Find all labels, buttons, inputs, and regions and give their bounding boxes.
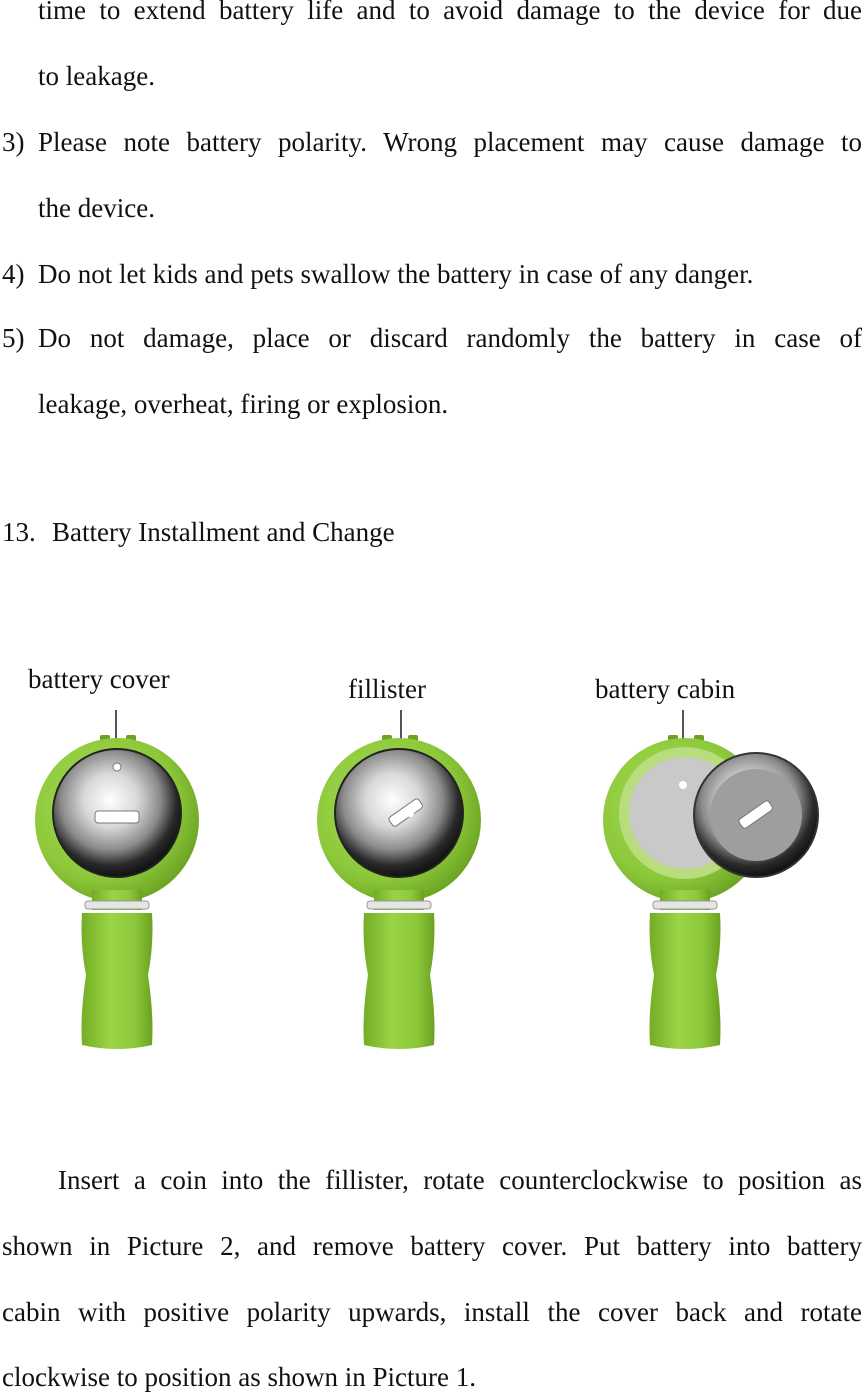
device-closed-icon [30, 705, 205, 1055]
paragraph-line-4: clockwise to position as shown in Picture 1. [2, 1362, 476, 1392]
paragraph-line-1: Insert a coin into the fillister, rotate counterclockwise to position as [58, 1165, 862, 1195]
label-fillister: fillister [348, 674, 426, 704]
list-item-5-line-1: Do not damage, place or discard randomly the battery in case of [38, 323, 862, 353]
device-rotated-icon [312, 705, 487, 1055]
label-battery-cover: battery cover [28, 664, 170, 694]
list-item-2-line-2: to leakage. [38, 61, 155, 91]
paragraph-line-2: shown in Picture 2, and remove battery cover. Put battery into battery [2, 1231, 862, 1261]
device-open-icon [598, 705, 828, 1055]
list-item-4-line-1: Do not let kids and pets swallow the battery in case of any danger. [38, 259, 754, 289]
list-item-2-line-1: time to extend battery life and to avoid damage to the device for due [38, 0, 862, 25]
label-battery-cabin: battery cabin [595, 674, 736, 704]
list-item-5-line-2: leakage, overheat, firing or explosion. [38, 389, 449, 419]
paragraph-line-3: cabin with positive polarity upwards, install the cover back and rotate [2, 1297, 862, 1327]
list-item-4-number: 4) [2, 259, 25, 289]
section-number: 13. [2, 517, 36, 547]
list-item-3-line-1: Please note battery polarity. Wrong placement may cause damage to [38, 127, 862, 157]
list-item-3-number: 3) [2, 127, 25, 157]
list-item-5-number: 5) [2, 323, 25, 353]
section-title: Battery Installment and Change [52, 517, 395, 547]
list-item-3-line-2: the device. [38, 193, 155, 223]
